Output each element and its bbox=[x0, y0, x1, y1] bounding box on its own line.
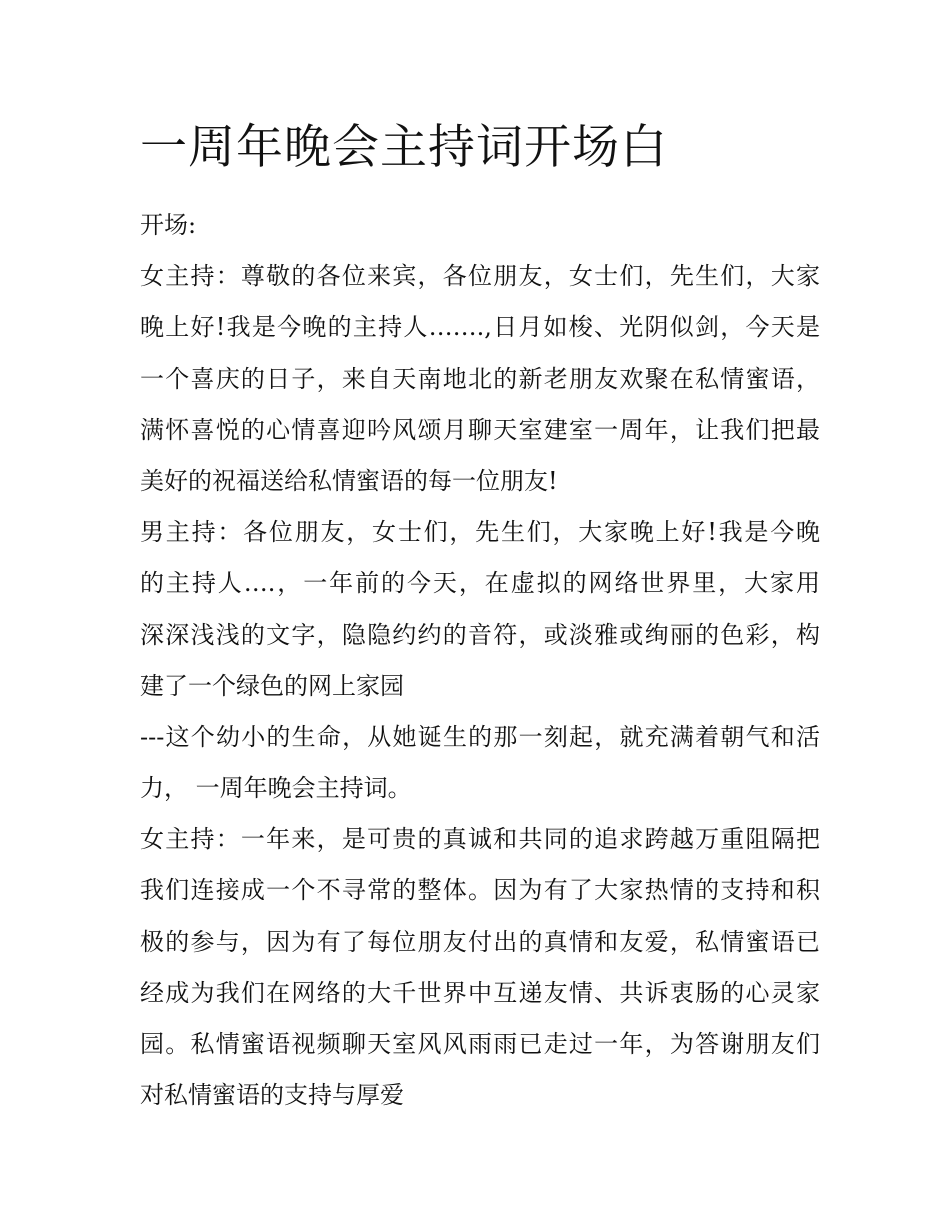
text-line: 满怀喜悦的心情喜迎吟风颂月聊天室建室一周年，让我们把最 bbox=[140, 415, 820, 444]
text-line: 的主持人….，一年前的今天，在虚拟的网络世界里，大家用 bbox=[140, 569, 820, 598]
document-body bbox=[140, 200, 820, 1121]
text-line: 美好的祝福送给私情蜜语的每一位朋友! bbox=[140, 466, 558, 495]
text-line: 对私情蜜语的支持与厚爱 bbox=[140, 1081, 404, 1110]
text-line: 经成为我们在网络的大千世界中互递友情、共诉衷肠的心灵家 bbox=[140, 978, 820, 1007]
text-line: 男主持：各位朋友，女士们，先生们，大家晚上好!我是今晚 bbox=[140, 518, 820, 547]
text-line: 一个喜庆的日子，来自天南地北的新老朋友欢聚在私情蜜语， bbox=[140, 364, 820, 393]
text-line: 女主持：一年来，是可贵的真诚和共同的追求跨越万重阻隔把 bbox=[140, 825, 820, 854]
text-line: 我们连接成一个不寻常的整体。因为有了大家热情的支持和积 bbox=[140, 876, 820, 905]
text-line: 晚上好!我是今晚的主持人…….,日月如梭、光阴似剑，今天是 bbox=[140, 313, 820, 342]
text-line: 深深浅浅的文字，隐隐约约的音符，或淡雅或绚丽的色彩，构 bbox=[140, 620, 820, 649]
text-line: 开场: bbox=[140, 211, 197, 239]
text-line: ---这个幼小的生命，从她诞生的那一刻起，就充满着朝气和活 bbox=[140, 722, 820, 751]
text-line: 女主持：尊敬的各位来宾，各位朋友，女士们，先生们，大家 bbox=[140, 262, 820, 291]
text-line: 力， 一周年晚会主持词。 bbox=[140, 774, 412, 803]
text-line: 园。私情蜜语视频聊天室风风雨雨已走过一年，为答谢朋友们 bbox=[140, 1030, 820, 1058]
text-line: 建了一个绿色的网上家园 bbox=[140, 671, 404, 700]
text-line: 极的参与，因为有了每位朋友付出的真情和友爱，私情蜜语已 bbox=[140, 927, 820, 956]
page-title: 一周年晚会主持词开场白 bbox=[140, 120, 668, 175]
